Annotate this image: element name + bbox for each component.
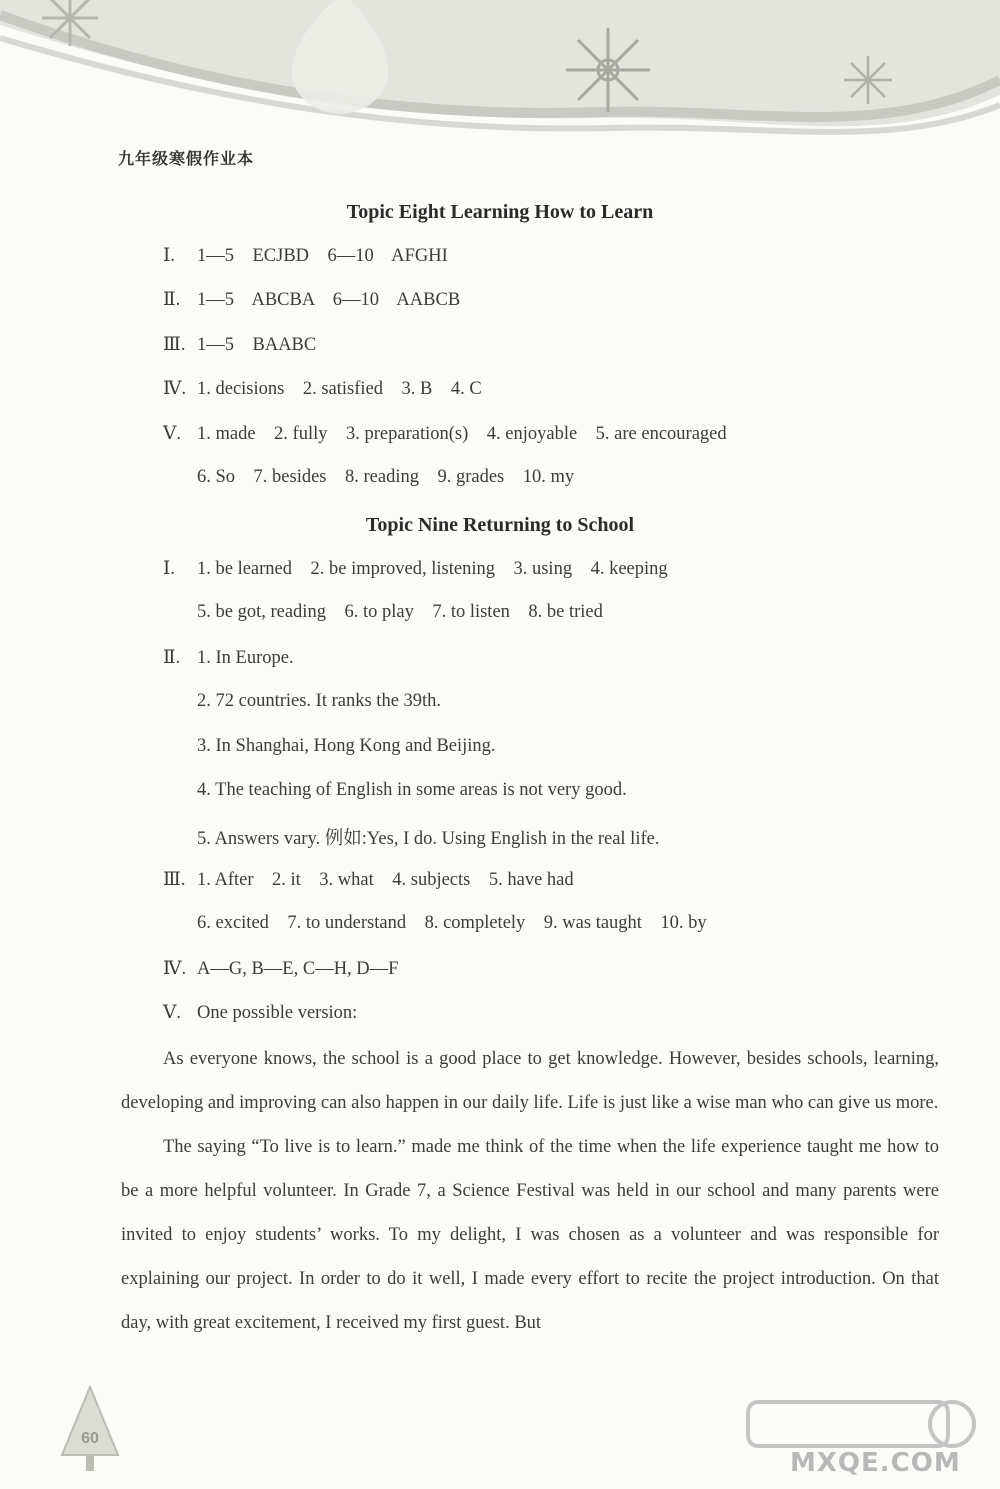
answer-text: 5. be got, reading 6. to play 7. to listen 8. be tried [197, 602, 603, 623]
answer-line [163, 647, 294, 669]
answer-line [163, 378, 482, 400]
answer-line [163, 869, 574, 891]
answer-line [163, 289, 460, 311]
topic-eight-title: Topic Eight Learning How to Learn [346, 201, 654, 223]
answer-line [197, 602, 603, 623]
answer-line [197, 736, 496, 757]
answer-text: A—G, B—E, C—H, D—F [197, 958, 399, 979]
answer-text: 6. So 7. besides 8. reading 9. grades 10. my [197, 467, 575, 487]
answer-text: 6. excited 7. to understand 8. completely 9. was taught 10. by [197, 913, 707, 934]
answer-text: 1—5 ABCBA 6—10 AABCB [197, 290, 461, 311]
section-numeral: Ⅳ. [163, 379, 187, 400]
section-numeral: Ⅲ. [163, 869, 186, 890]
essay-paragraph: As everyone knows, the school is a good place to get knowledge. However, besides schools, learning, developing and improving can also happen in our daily life. Life is just like a wise man who can give us more. [121, 1049, 939, 1113]
answer-line [163, 958, 398, 980]
answer-line [163, 558, 668, 580]
answer-line [197, 780, 627, 801]
page-number: 60 [81, 1430, 99, 1447]
answer-line [163, 423, 727, 445]
section-numeral: Ⅴ. [163, 423, 181, 444]
answer-text: 1. decisions 2. satisfied 3. B 4. C [197, 379, 482, 400]
answer-text: 5. Answers vary. 例如:Yes, I do. Using English in the real life. [197, 829, 660, 850]
answer-text: 2. 72 countries. It ranks the 39th. [197, 691, 442, 712]
answer-line [163, 334, 316, 356]
tree-ornament-icon [50, 1385, 130, 1475]
answer-text: 1. In Europe. [197, 647, 294, 668]
answer-line [197, 913, 707, 934]
answer-line [197, 824, 659, 850]
snowflake-icon [844, 56, 892, 104]
section-numeral: Ⅱ. [163, 290, 181, 311]
section-numeral: Ⅰ. [163, 559, 175, 579]
section-numeral: Ⅲ. [163, 334, 186, 355]
answer-line [197, 691, 441, 712]
answer-text: 1. After 2. it 3. what 4. subjects 5. have had [197, 869, 574, 890]
section-numeral: Ⅳ. [163, 958, 187, 979]
answer-line [163, 245, 448, 267]
essay-paragraph: The saying “To live is to learn.” made me think of the time when the life experience taught me how to be a more helpful volunteer. In Grade 7, a Science Festival was held in our school and many parents were invited to enjoy students’ works. To my delight, I was chosen as a volunteer and was responsible for explaining our project. In order to do it well, I made every effort to recite the project introduction. On that day, with great excitement, I received my first guest. But [121, 1137, 939, 1333]
answer-text: 1. made 2. fully 3. preparation(s) 4. enjoyable 5. are encouraged [197, 423, 727, 444]
section-numeral: Ⅴ. [163, 1003, 181, 1023]
section-numeral: Ⅱ. [163, 647, 181, 668]
answer-text: 4. The teaching of English in some areas is not very good. [197, 780, 627, 800]
topic-nine-title: Topic Nine Returning to School [365, 514, 635, 536]
answer-text: 1. be learned 2. be improved, listening 3. using 4. keeping [197, 559, 668, 579]
answer-text: One possible version: [197, 1003, 358, 1023]
snowflake-icon [566, 28, 650, 112]
essay [121, 1037, 939, 1345]
answer-text: 1—5 BAABC [197, 334, 317, 355]
section-numeral: Ⅰ. [163, 246, 175, 266]
answer-text: 1—5 ECJBD 6—10 AFGHI [197, 246, 448, 266]
book-title: 九年级寒假作业本 [118, 149, 255, 168]
watermark-text: MXQE.COM [790, 1448, 961, 1478]
answer-text: 3. In Shanghai, Hong Kong and Beijing. [197, 735, 496, 756]
answer-line [197, 467, 574, 488]
answer-line [163, 1002, 357, 1024]
